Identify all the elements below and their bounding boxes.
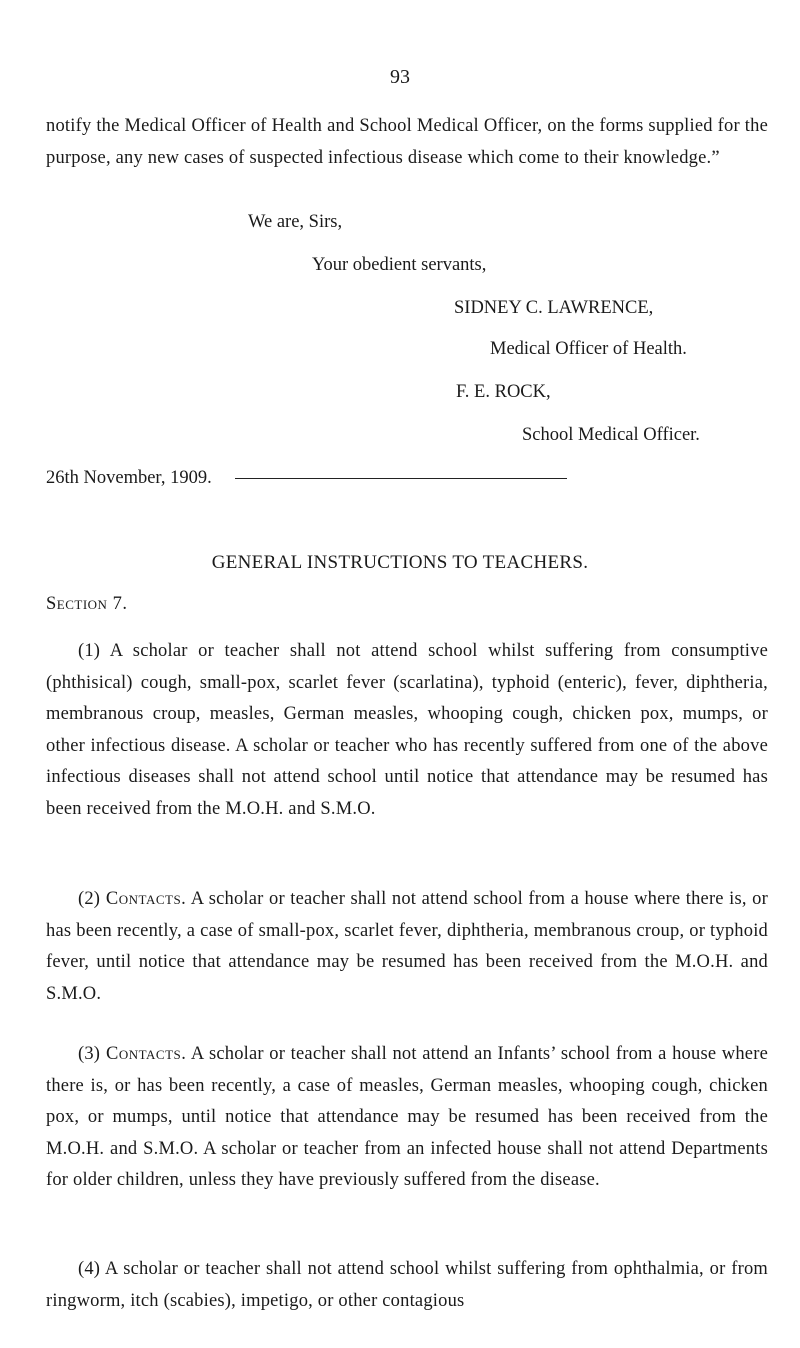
closing-valediction: Your obedient servants, [312,255,487,275]
signatory-2-name: F. E. ROCK, [456,382,551,402]
paragraph-number: (2) [78,889,101,909]
paragraph-number: (1) [78,641,101,661]
paragraph-text: A scholar or teacher shall not attend school whilst suffering from consumptive (phthisical) cough, small-pox, scarlet fever (scarlatina), typhoid (enteric), fever, diphtheria, membranous croup, measles, German measles, whooping cough, chicken pox, mumps, or other infectious disease. A scholar or teacher who has recently suffered from one of the above infectious diseases shall not attend school until notice that attendance may be resumed has been received from the M.O.H. and S.M.O. [46,641,768,819]
section-heading: GENERAL INSTRUCTIONS TO TEACHERS. [211,552,589,573]
signatory-2-title: School Medical Officer. [522,425,700,445]
paragraph-text: A scholar or teacher shall not attend an Infants’ school from a house where there is, or has been recently, a case of measles, German measles, whooping cough, chicken pox, or mumps, until notice that attendance may be resumed has been received from the M.O.H. and S.M.O. A scholar or teacher from an infected house shall not attend Departments for older children, unless they have previously suffered from the disease. [46,1044,768,1190]
paragraph-number: (4) [78,1259,101,1279]
signatory-1-title: Medical Officer of Health. [490,339,687,359]
paragraph-text: A scholar or teacher shall not attend school from a house where there is, or has been recently, a case of small-pox, scarlet fever, diphtheria, membranous croup, or typhoid fever, until notice that attendance may be resumed has been received from the M.O.H. and S.M.O. [46,889,768,1004]
paragraph-text: A scholar or teacher shall not attend school whilst suffering from ophthalmia, or from ringworm, itch (scabies), impetigo, or other contagious [46,1259,768,1311]
section-label: Section 7. [46,594,128,614]
page-number: 93 [390,66,410,88]
paragraph-2 [46,884,768,1010]
paragraph-4 [46,1254,768,1317]
paragraph-1 [46,636,768,825]
closing-salutation: We are, Sirs, [248,212,343,232]
paragraph-number: (3) [78,1044,101,1064]
signatory-1-name: SIDNEY C. LAWRENCE, [454,298,654,318]
letter-date: 26th November, 1909. [46,468,212,488]
divider-rule [235,478,567,479]
intro-paragraph: notify the Medical Officer of Health and School Medical Officer, on the forms supplied for the purpose, any new cases of suspected infectious disease which come to their knowledge.” [46,116,768,168]
paragraph-3 [46,1039,768,1197]
paragraph-lead: Contacts. [100,889,187,909]
paragraph-lead: Contacts. [100,1044,187,1064]
